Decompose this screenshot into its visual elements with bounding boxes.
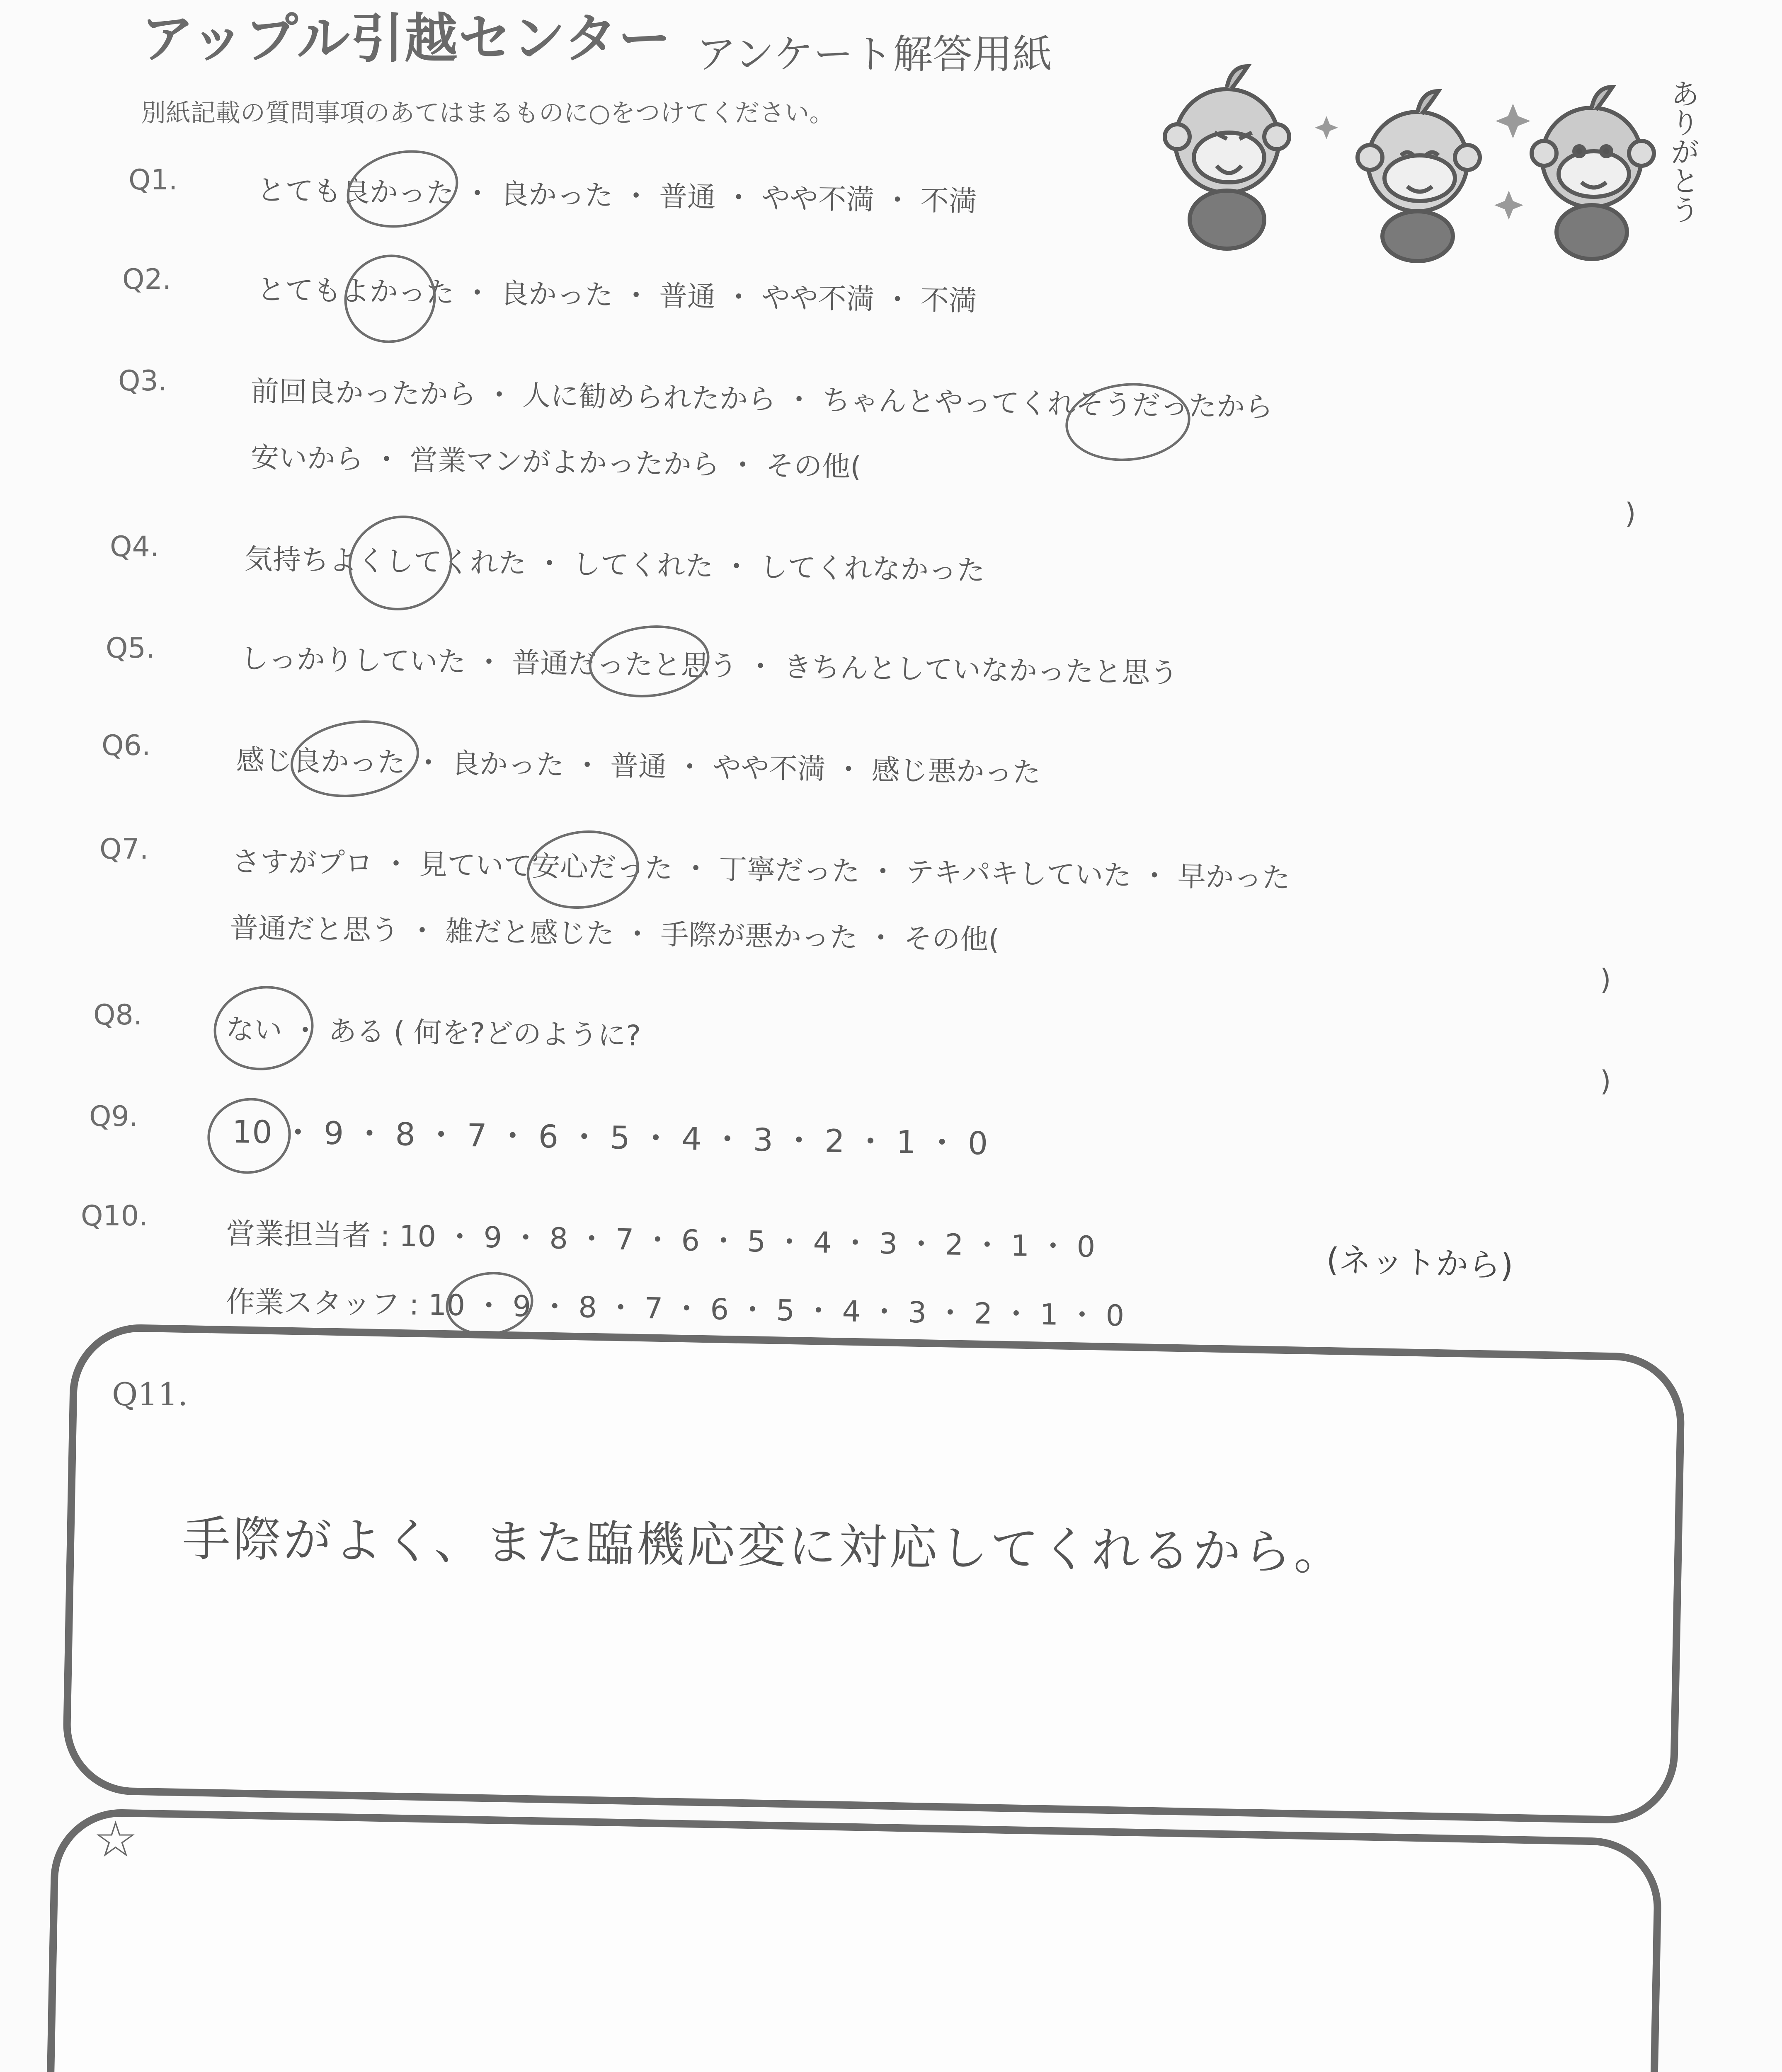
q9-answer-circle xyxy=(200,1090,298,1181)
mascot-thanks-text: ありがとう xyxy=(1666,79,1700,224)
q4-answer-circle xyxy=(338,504,463,622)
instruction-text: 別紙記載の質問事項のあてはまるものに○をつけてください。 xyxy=(141,99,834,128)
q8-options: ない ・ ある ( 何を?どのように? xyxy=(225,1013,641,1053)
q7-close-paren: ) xyxy=(1600,963,1611,996)
q2-label: Q2. xyxy=(122,263,172,296)
q8-answer-circle xyxy=(207,978,320,1078)
q6-options: 感じ良かった ・ 良かった ・ 普通 ・ やや不満 ・ 感じ悪かった xyxy=(236,744,1041,789)
star-icon: ☆ xyxy=(93,1811,138,1869)
q8-label: Q8. xyxy=(93,999,143,1031)
q7-options-line1: さすがプロ ・ 見ていて安心だった ・ 丁寧だった ・ テキパキしていた ・ 早かった xyxy=(232,845,1291,895)
comment-box xyxy=(44,1808,1663,2072)
q10-sales-scale: 営業担当者 : 10 ・ 9 ・ 8 ・ 7 ・ 6 ・ 5 ・ 4 ・ 3 ・ 2 ・ 1 ・ 0 xyxy=(225,1216,1096,1264)
q3-options-line2: 安いから ・ 営業マンがよかったから ・ その他( xyxy=(250,441,862,484)
q11-handwritten-answer: 手際がよく、また臨機応変に対応してくれるから。 xyxy=(182,1511,1345,1581)
q10-label: Q10. xyxy=(81,1200,148,1232)
q10-staff-scale: 作業スタッフ : 10 ・ 9 ・ 8 ・ 7 ・ 6 ・ 5 ・ 4 ・ 3 ・ 2 ・ 1 ・ 0 xyxy=(225,1285,1125,1333)
q7-options-line2: 普通だと思う ・ 雑だと感じた ・ 手際が悪かった ・ その他( xyxy=(230,912,1000,957)
q2-answer-circle xyxy=(332,242,448,356)
q6-answer-circle xyxy=(286,712,424,805)
q5-answer-circle xyxy=(585,620,713,703)
q9-scale: 10 ・ 9 ・ 8 ・ 7 ・ 6 ・ 5 ・ 4 ・ 3 ・ 2 ・ 1 ・ 0 xyxy=(232,1113,988,1162)
q1-answer-circle xyxy=(339,140,466,238)
q6-label: Q6. xyxy=(102,729,151,762)
q3-options-line1: 前回良かったから ・ 人に勧められたから ・ ちゃんとやってくれそうだったから xyxy=(250,375,1273,424)
document-title: アンケート解答用紙 xyxy=(696,31,1052,77)
q5-options: しっかりしていた ・ 普通だったと思う ・ きちんとしていなかったと思う xyxy=(240,642,1178,690)
q8-close-paren: ) xyxy=(1600,1065,1611,1098)
q11-label: Q11. xyxy=(112,1376,188,1413)
q3-close-paren: ) xyxy=(1625,497,1636,530)
q10-answer-circle xyxy=(441,1266,537,1341)
q2-options: とてもよかった ・ 良かった ・ 普通 ・ やや不満 ・ 不満 xyxy=(257,274,977,318)
q1-options: とても良かった ・ 良かった ・ 普通 ・ やや不満 ・ 不満 xyxy=(257,174,977,218)
mascot-illustration xyxy=(1152,54,1724,269)
q5-label: Q5. xyxy=(106,632,155,665)
q7-label: Q7. xyxy=(99,833,149,866)
q9-label: Q9. xyxy=(89,1100,138,1133)
q4-label: Q4. xyxy=(110,530,159,563)
q1-label: Q1. xyxy=(128,164,178,196)
q7-answer-circle xyxy=(521,823,644,916)
q4-options: 気持ちよくしてくれた ・ してくれた ・ してくれなかった xyxy=(244,543,985,588)
brand-name: アップル引越センター xyxy=(141,8,672,70)
q10-handwritten-note: (ネットから) xyxy=(1326,1241,1514,1285)
q3-label: Q3. xyxy=(118,365,167,397)
